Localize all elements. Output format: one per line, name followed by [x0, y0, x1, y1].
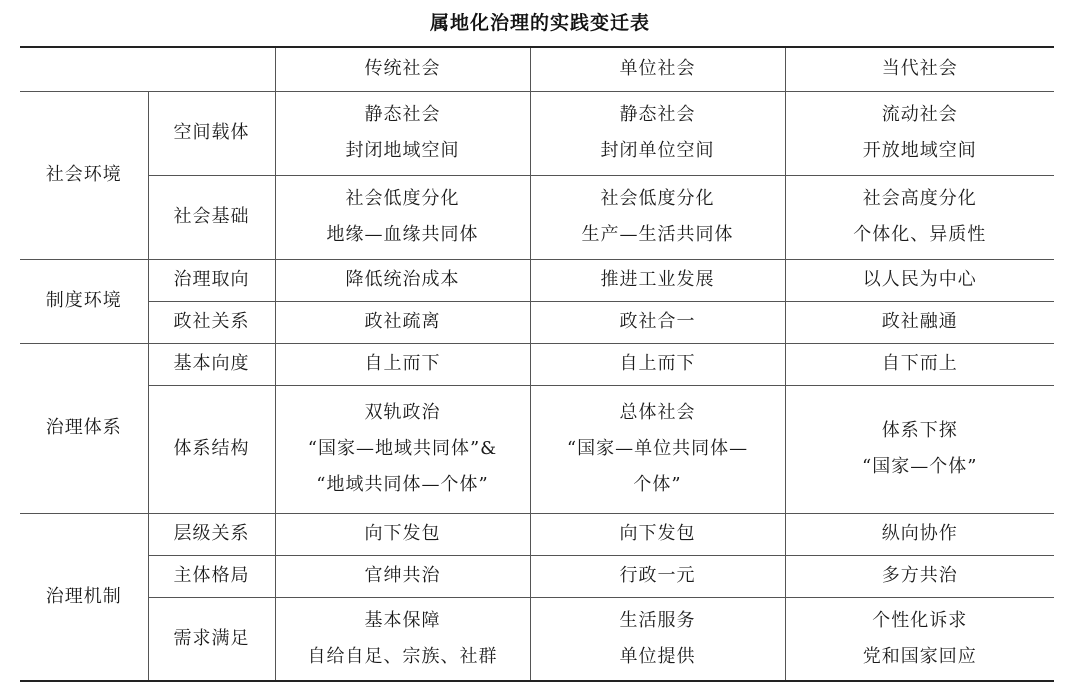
cell-traditional: [275, 597, 530, 681]
cell-contemporary: 以人民为中心: [785, 259, 1054, 301]
table-row: [20, 175, 1054, 259]
table-row: [20, 555, 1054, 597]
header-traditional-society: 传统社会: [275, 47, 530, 91]
cell-contemporary: [785, 597, 1054, 681]
cell-line: “地域共同体—个体”: [316, 474, 489, 495]
cell-line: 地缘—血缘共同体: [326, 224, 479, 245]
cell-line: 基本保障: [364, 609, 441, 631]
cell-danwei: [530, 597, 785, 681]
group-label-governance-mechanism: 治理机制: [20, 513, 148, 681]
table-title: 属地化治理的实践变迁表: [429, 12, 650, 34]
cell-line: 静态社会: [364, 104, 441, 125]
cell-danwei: [530, 385, 785, 513]
table-row: [20, 513, 1054, 555]
row-label: 基本向度: [148, 343, 275, 385]
cell-line: 体系下探: [881, 420, 958, 441]
cell-traditional: [275, 91, 530, 175]
header-blank-cell: [20, 47, 275, 91]
cell-traditional: [275, 175, 530, 259]
cell-contemporary: [785, 91, 1054, 175]
cell-line: 自给自足、宗族、社群: [307, 645, 498, 667]
cell-contemporary: 纵向协作: [785, 513, 1054, 555]
cell-line: “国家—个体”: [862, 456, 978, 477]
row-label: 社会基础: [148, 175, 275, 259]
cell-contemporary: 多方共治: [785, 555, 1054, 597]
cell-danwei: 行政一元: [530, 555, 785, 597]
table-row: [20, 343, 1054, 385]
cell-line: 党和国家回应: [862, 645, 977, 667]
cell-line: 总体社会: [619, 402, 696, 423]
cell-line: 开放地域空间: [862, 140, 977, 161]
cell-line: 生活服务: [619, 609, 696, 631]
cell-line: 生产—生活共同体: [581, 224, 734, 245]
header-contemporary-society: 当代社会: [785, 47, 1054, 91]
cell-line: 个性化诉求: [872, 609, 968, 631]
cell-traditional: [275, 385, 530, 513]
table-row: [20, 91, 1054, 175]
table-row: [20, 385, 1054, 513]
cell-traditional: 政社疏离: [275, 301, 530, 343]
cell-contemporary: [785, 385, 1054, 513]
cell-danwei: 向下发包: [530, 513, 785, 555]
cell-line: “国家—单位共同体—: [566, 438, 749, 459]
cell-traditional: 向下发包: [275, 513, 530, 555]
row-label: 体系结构: [148, 385, 275, 513]
cell-line: 封闭地域空间: [345, 140, 460, 161]
cell-line: 静态社会: [619, 104, 696, 125]
row-label: 治理取向: [148, 259, 275, 301]
cell-contemporary: 自下而上: [785, 343, 1054, 385]
cell-line: 流动社会: [881, 104, 958, 125]
group-label-social-environment: 社会环境: [20, 91, 148, 259]
row-label: 主体格局: [148, 555, 275, 597]
cell-line: 双轨政治: [364, 402, 441, 423]
cell-line: 社会低度分化: [345, 188, 460, 209]
cell-line: “国家—地域共同体”&: [307, 438, 498, 459]
header-row: [20, 47, 1054, 91]
row-label: 需求满足: [148, 597, 275, 681]
practice-change-table: [20, 46, 1054, 682]
group-label-governance-system: 治理体系: [20, 343, 148, 513]
cell-line: 社会高度分化: [862, 188, 977, 209]
cell-contemporary: 政社融通: [785, 301, 1054, 343]
row-label: 政社关系: [148, 301, 275, 343]
cell-contemporary: [785, 175, 1054, 259]
row-label: 层级关系: [148, 513, 275, 555]
header-danwei-society: 单位社会: [530, 47, 785, 91]
cell-traditional: 降低统治成本: [275, 259, 530, 301]
cell-traditional: 自上而下: [275, 343, 530, 385]
table-row: [20, 301, 1054, 343]
cell-danwei: [530, 91, 785, 175]
cell-danwei: 自上而下: [530, 343, 785, 385]
cell-line: 社会低度分化: [600, 188, 715, 209]
group-label-institutional-environment: 制度环境: [20, 259, 148, 343]
cell-danwei: 政社合一: [530, 301, 785, 343]
cell-line: 单位提供: [619, 645, 696, 667]
table-row: [20, 259, 1054, 301]
cell-line: 个体化、异质性: [853, 224, 987, 245]
row-label: 空间载体: [148, 91, 275, 175]
table-row: [20, 597, 1054, 681]
cell-line: 封闭单位空间: [600, 140, 715, 161]
cell-line: 个体”: [633, 474, 682, 495]
cell-danwei: [530, 175, 785, 259]
cell-danwei: 推进工业发展: [530, 259, 785, 301]
cell-traditional: 官绅共治: [275, 555, 530, 597]
